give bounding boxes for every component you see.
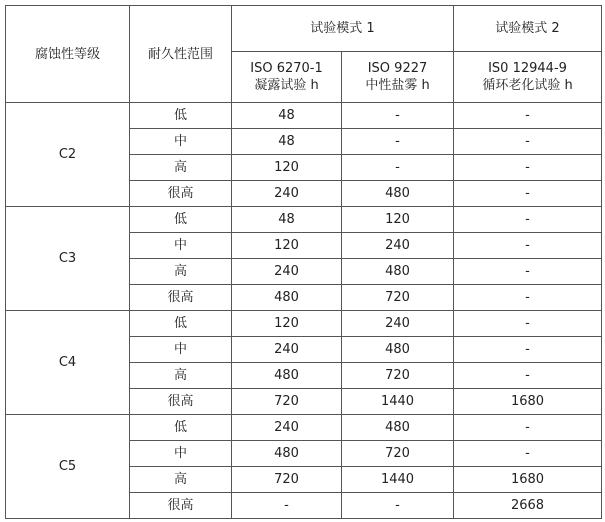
iso-9227-cell: 480 <box>342 181 454 207</box>
iso-9227-cell: 480 <box>342 415 454 441</box>
durability-cell: 中 <box>130 233 232 259</box>
table-row <box>6 415 602 441</box>
header-iso-12944-line1: IS0 12944-9 <box>488 61 567 76</box>
iso-9227-cell: 240 <box>342 233 454 259</box>
iso-6270-cell: 720 <box>232 389 342 415</box>
iso-6270-cell: 240 <box>232 415 342 441</box>
iso-12944-cell: - <box>454 181 602 207</box>
durability-cell: 低 <box>130 415 232 441</box>
header-iso-9227-line2: 中性盐雾 h <box>365 78 430 93</box>
header-row-1 <box>6 6 602 52</box>
durability-cell: 低 <box>130 311 232 337</box>
header-test-mode-1: 试验模式 1 <box>232 6 454 52</box>
corrosion-level-cell: C3 <box>6 207 130 311</box>
table-row <box>6 311 602 337</box>
durability-cell: 低 <box>130 103 232 129</box>
durability-cell: 很高 <box>130 181 232 207</box>
durability-cell: 高 <box>130 467 232 493</box>
iso-9227-cell: 480 <box>342 259 454 285</box>
durability-cell: 很高 <box>130 285 232 311</box>
iso-12944-cell: - <box>454 441 602 467</box>
iso-6270-cell: 240 <box>232 337 342 363</box>
header-iso-12944-line2: 循环老化试验 h <box>482 78 573 93</box>
iso-9227-cell: - <box>342 129 454 155</box>
corrosion-level-cell: C2 <box>6 103 130 207</box>
iso-12944-cell: - <box>454 259 602 285</box>
iso-12944-cell: 2668 <box>454 493 602 519</box>
iso-6270-cell: 240 <box>232 259 342 285</box>
iso-12944-cell: 1680 <box>454 467 602 493</box>
iso-9227-cell: 720 <box>342 285 454 311</box>
iso-6270-cell: 48 <box>232 207 342 233</box>
table-row <box>6 103 602 129</box>
iso-12944-cell: - <box>454 207 602 233</box>
iso-12944-cell: - <box>454 103 602 129</box>
durability-cell: 很高 <box>130 389 232 415</box>
durability-cell: 中 <box>130 337 232 363</box>
iso-12944-cell: - <box>454 311 602 337</box>
iso-6270-cell: 120 <box>232 155 342 181</box>
header-iso-6270 <box>232 52 342 103</box>
corrosion-level-cell: C5 <box>6 415 130 519</box>
durability-cell: 很高 <box>130 493 232 519</box>
iso-12944-cell: - <box>454 337 602 363</box>
iso-12944-cell: - <box>454 363 602 389</box>
header-iso-9227 <box>342 52 454 103</box>
iso-9227-cell: 1440 <box>342 467 454 493</box>
durability-cell: 高 <box>130 155 232 181</box>
iso-9227-cell: - <box>342 493 454 519</box>
iso-9227-cell: 720 <box>342 441 454 467</box>
header-iso-9227-line1: ISO 9227 <box>367 61 428 76</box>
iso-6270-cell: 120 <box>232 233 342 259</box>
iso-6270-cell: 480 <box>232 285 342 311</box>
iso-6270-cell: 48 <box>232 103 342 129</box>
table-row <box>6 207 602 233</box>
table-container <box>5 5 601 518</box>
iso-12944-cell: - <box>454 233 602 259</box>
iso-12944-cell: - <box>454 415 602 441</box>
iso-12944-cell: - <box>454 155 602 181</box>
test-duration-table <box>5 5 602 519</box>
header-iso-12944 <box>454 52 602 103</box>
iso-9227-cell: - <box>342 103 454 129</box>
iso-9227-cell: 720 <box>342 363 454 389</box>
durability-cell: 高 <box>130 363 232 389</box>
iso-6270-cell: - <box>232 493 342 519</box>
durability-cell: 中 <box>130 129 232 155</box>
durability-cell: 高 <box>130 259 232 285</box>
iso-12944-cell: - <box>454 129 602 155</box>
iso-6270-cell: 480 <box>232 363 342 389</box>
iso-6270-cell: 240 <box>232 181 342 207</box>
header-durability-range: 耐久性范围 <box>130 6 232 103</box>
header-iso-6270-line1: ISO 6270-1 <box>250 61 323 76</box>
durability-cell: 低 <box>130 207 232 233</box>
iso-9227-cell: 480 <box>342 337 454 363</box>
corrosion-level-cell: C4 <box>6 311 130 415</box>
header-iso-6270-line2: 凝露试验 h <box>254 78 319 93</box>
iso-9227-cell: 1440 <box>342 389 454 415</box>
iso-6270-cell: 120 <box>232 311 342 337</box>
iso-12944-cell: - <box>454 285 602 311</box>
iso-9227-cell: 120 <box>342 207 454 233</box>
header-corrosion-level: 腐蚀性等级 <box>6 6 130 103</box>
iso-9227-cell: 240 <box>342 311 454 337</box>
iso-9227-cell: - <box>342 155 454 181</box>
iso-12944-cell: 1680 <box>454 389 602 415</box>
iso-6270-cell: 48 <box>232 129 342 155</box>
iso-6270-cell: 480 <box>232 441 342 467</box>
durability-cell: 中 <box>130 441 232 467</box>
iso-6270-cell: 720 <box>232 467 342 493</box>
header-test-mode-2: 试验模式 2 <box>454 6 602 52</box>
